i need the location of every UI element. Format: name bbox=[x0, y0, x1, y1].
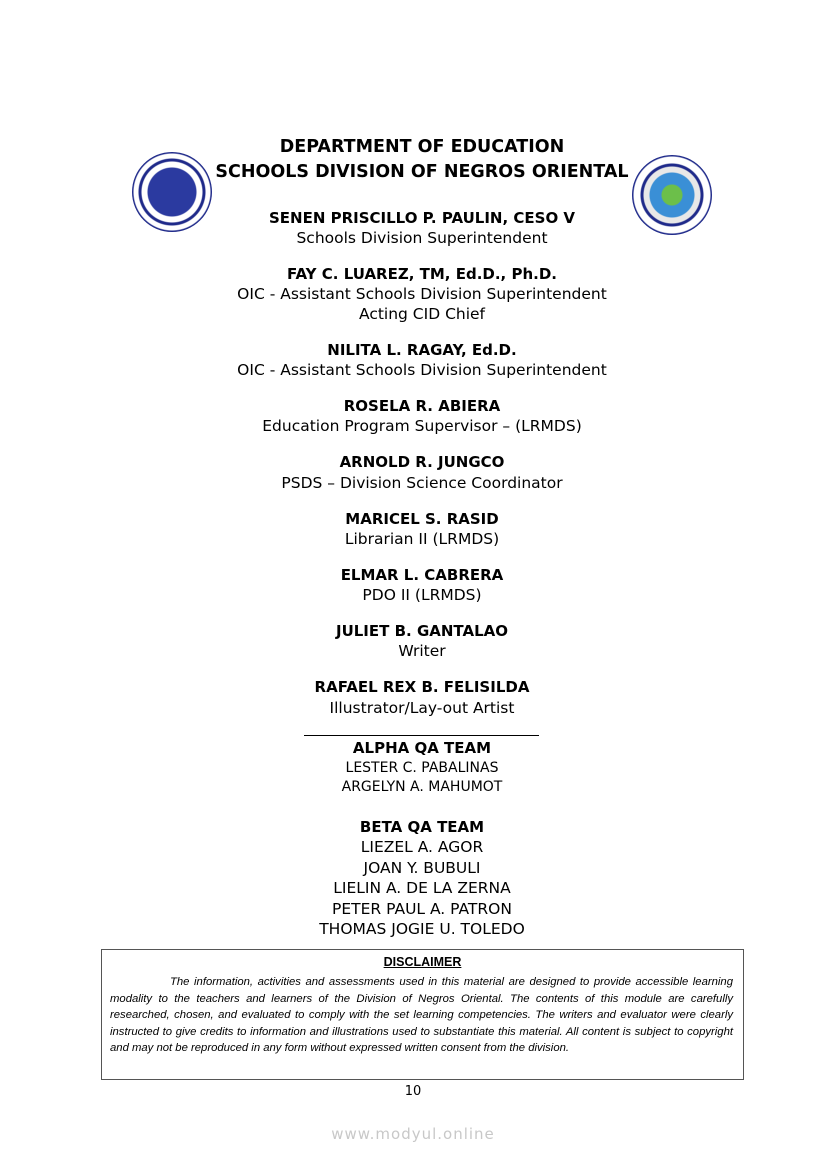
staff-name: ROSELA R. ABIERA bbox=[343, 397, 501, 415]
page-number: 10 bbox=[404, 1084, 422, 1099]
staff-name: RAFAEL REX B. FELISILDA bbox=[314, 678, 530, 696]
alpha-team-title: ALPHA QA TEAM bbox=[352, 739, 492, 757]
staff-name: ARNOLD R. JUNGCO bbox=[339, 453, 505, 471]
divider-line bbox=[304, 735, 539, 736]
disclaimer-title: DISCLAIMER bbox=[383, 955, 462, 969]
team-member: LIEZEL A. AGOR bbox=[360, 838, 484, 856]
staff-name: ELMAR L. CABRERA bbox=[340, 566, 504, 584]
disclaimer-text: The information, activities and assessments used in this material are designed to provide accessible learning modality to the teachers and learners of the Division of Negros Oriental. The contents of this module are carefully researched, chosen, and evaluated to comply with the set learning competencies. The writers and evaluator were clearly instructed to give credits to information and illustrations used to substantiate this material. All content is subject to copyright and may not be reproduced in any form without expressed written consent from the division. bbox=[110, 976, 733, 1054]
staff-name: MARICEL S. RASID bbox=[345, 510, 499, 528]
staff-name: FAY C. LUAREZ, TM, Ed.D., Ph.D. bbox=[286, 265, 557, 283]
staff-name: NILITA L. RAGAY, Ed.D. bbox=[327, 341, 517, 359]
staff-title: Schools Division Superintendent bbox=[296, 229, 548, 247]
team-member: ARGELYN A. MAHUMOT bbox=[341, 779, 503, 795]
header-line-2: SCHOOLS DIVISION OF NEGROS ORIENTAL bbox=[215, 162, 629, 182]
staff-title: Illustrator/Lay-out Artist bbox=[329, 699, 515, 717]
team-member: LIELIN A. DE LA ZERNA bbox=[333, 879, 511, 897]
team-member: LESTER C. PABALINAS bbox=[345, 760, 499, 776]
staff-title: Education Program Supervisor – (LRMDS) bbox=[262, 417, 582, 435]
staff-title: OIC - Assistant Schools Division Superintendent bbox=[237, 361, 607, 379]
staff-title: Writer bbox=[398, 642, 446, 660]
staff-title: PDO II (LRMDS) bbox=[362, 586, 482, 604]
staff-title: Acting CID Chief bbox=[358, 305, 486, 323]
team-member: THOMAS JOGIE U. TOLEDO bbox=[319, 920, 525, 938]
watermark: www.modyul.online bbox=[331, 1125, 495, 1143]
staff-title: OIC - Assistant Schools Division Superintendent bbox=[237, 285, 607, 303]
staff-name: JULIET B. GANTALAO bbox=[335, 622, 509, 640]
team-member: JOAN Y. BUBULI bbox=[363, 859, 481, 877]
beta-team-title: BETA QA TEAM bbox=[359, 818, 485, 836]
header-line-1: DEPARTMENT OF EDUCATION bbox=[279, 137, 565, 157]
staff-title: PSDS – Division Science Coordinator bbox=[281, 474, 563, 492]
team-member: PETER PAUL A. PATRON bbox=[332, 900, 512, 918]
staff-name: SENEN PRISCILLO P. PAULIN, CESO V bbox=[268, 209, 576, 227]
disclaimer-box bbox=[101, 949, 744, 1080]
staff-title: Librarian II (LRMDS) bbox=[344, 530, 500, 548]
